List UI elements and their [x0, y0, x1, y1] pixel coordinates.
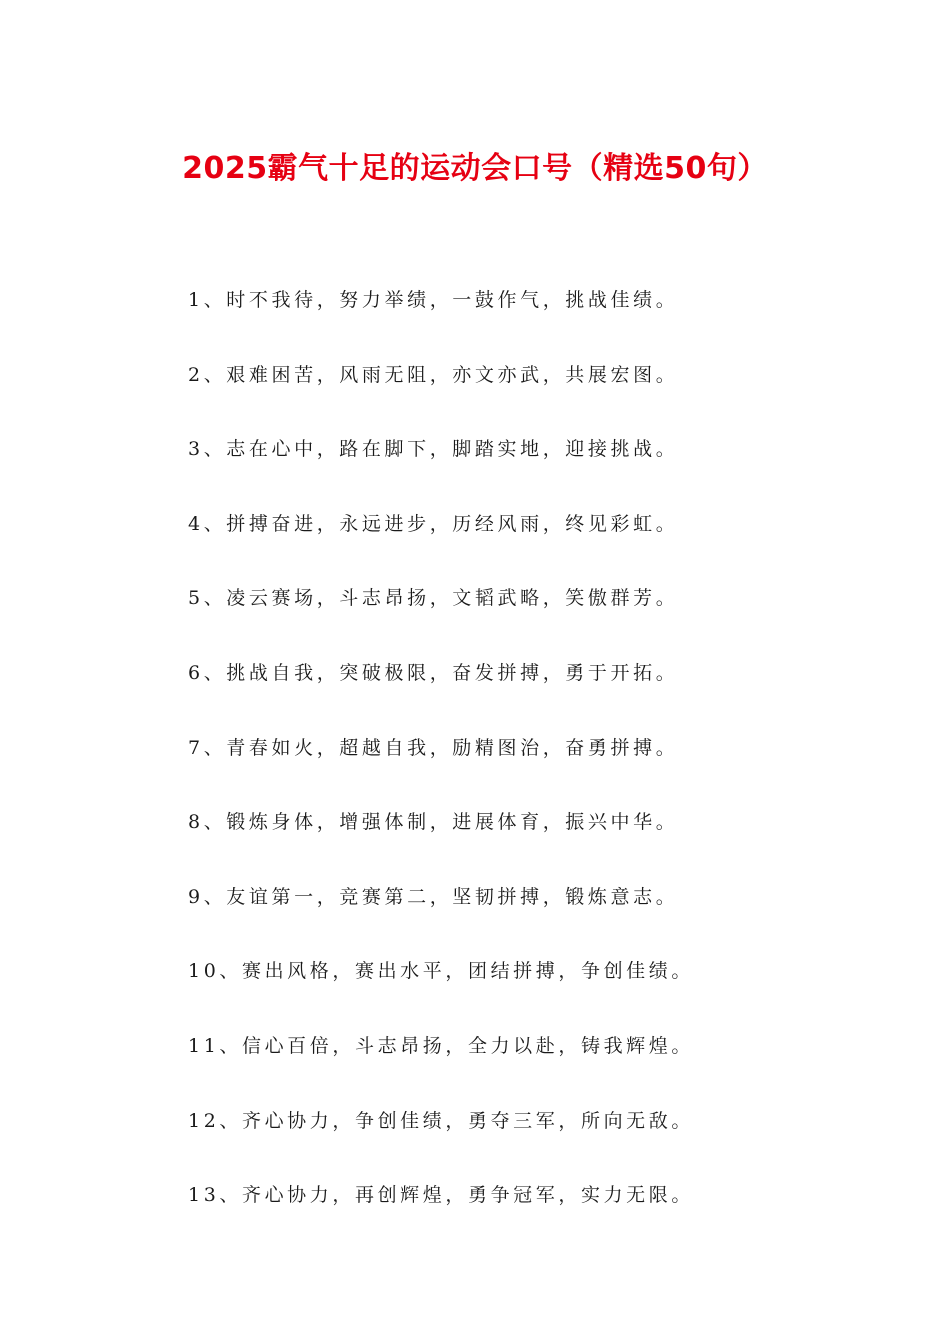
- slogan-item: 13、齐心协力，再创辉煌，勇争冠军，实力无限。: [188, 1184, 694, 1207]
- slogan-item: 9、友谊第一，竞赛第二，坚韧拼搏，锻炼意志。: [188, 885, 679, 908]
- slogan-item: 10、赛出风格，赛出水平，团结拼搏，争创佳绩。: [188, 960, 694, 983]
- slogan-item: 4、拼搏奋进，永远进步，历经风雨，终见彩虹。: [188, 512, 679, 535]
- slogan-item: 11、信心百倍，斗志昂扬，全力以赴，铸我辉煌。: [188, 1034, 694, 1057]
- slogan-item: 8、锻炼身体，增强体制，进展体育，振兴中华。: [188, 811, 679, 834]
- slogan-item: 2、艰难困苦，风雨无阻，亦文亦武，共展宏图。: [188, 363, 679, 386]
- slogan-item: 6、挑战自我，突破极限，奋发拼搏，勇于开拓。: [188, 661, 679, 684]
- slogan-item: 7、青春如火，超越自我，励精图治，奋勇拼搏。: [188, 736, 679, 759]
- page-title: 2025霸气十足的运动会口号（精选50句）: [182, 151, 768, 186]
- slogan-item: 1、时不我待，努力举绩，一鼓作气，挑战佳绩。: [188, 289, 679, 311]
- slogan-item: 5、凌云赛场，斗志昂扬，文韬武略，笑傲群芳。: [188, 587, 679, 610]
- slogan-item: 3、志在心中，路在脚下，脚踏实地，迎接挑战。: [188, 438, 679, 461]
- slogan-list: [188, 282, 908, 1252]
- slogan-item: 12、齐心协力，争创佳绩，勇夺三军，所向无敌。: [188, 1109, 694, 1132]
